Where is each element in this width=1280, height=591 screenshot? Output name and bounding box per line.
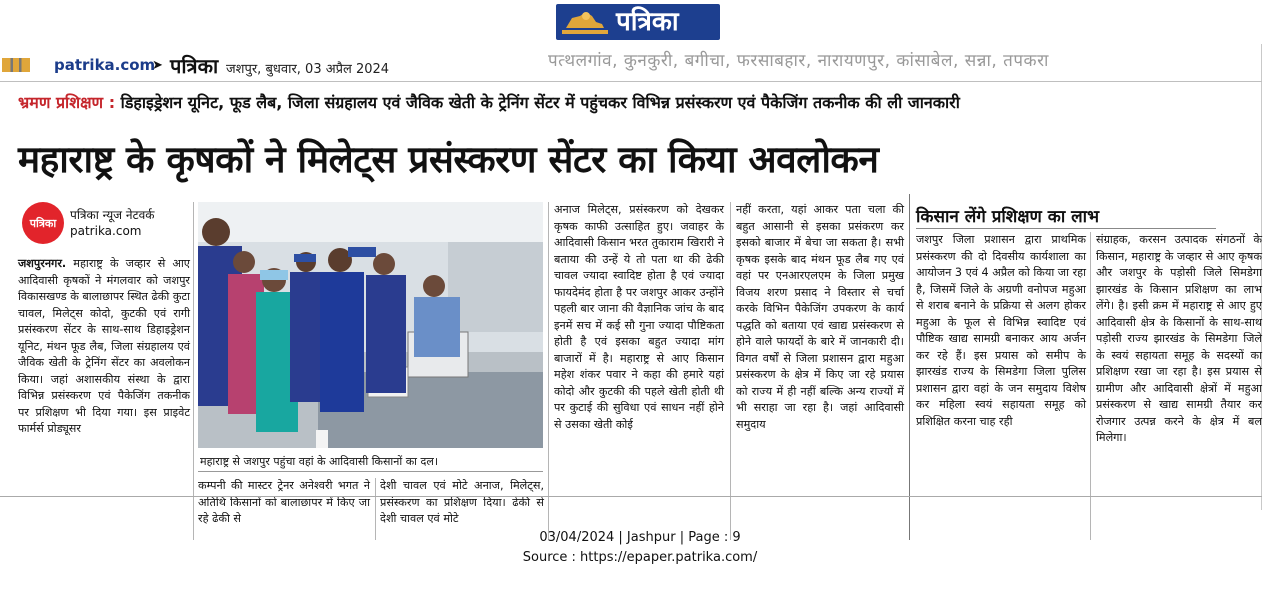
clipping-meta: 03/04/2024 | Jashpur | Page : 9 (539, 530, 741, 545)
article-column-a: अनाज मिलेट्स, प्रसंस्करण को देखकर कृषक काफी उत्साहित हुए। जवाहर के आदिवासी किसान भरत तुकाराम खिरारी ने बताया की उन्हें ये तो पता था की ढेकी चावल ज्यादा स्वादिष्ट होता है एवं ज्यादा फायदेमंद होता है पर जशपुर आकर उन्होंने पहली बार जाना की वैज्ञानिक जांच के बाद इनमें सच में कई सौ गुना ज्यादा पौष्टिकता होती है एवं इसका बहुत ज्यादा मांग बाजारों में है। महाराष्ट्र से आए किसान महेश शंकर पवार ने कहा की हमारे यहां कोदो और कुटकी की पहले खेती होती थी पर कुटाई की सुविधा एवं साधन नहीं होने से उसका खेती कोई (554, 203, 724, 431)
byline-site: patrika.com (70, 224, 142, 238)
article-column-1-text: महाराष्ट्र के जव्हार से आए आदिवासी कृषकों ने मंगलवार को जशपुर विकासखण्ड के बालाछापर स्थित ढेकी कुटा चावल, मिलेट्स कोदो, कुटकी एवं रागी प्रसंस्करण सेंटर के साथ-साथ डिहाइड्रेशन यूनिट, मंथन फूड लैब, जिला संग्रहालय एवं जैविक खेती के ट्रेनिंग सेंटर का अवलोकन किया। जहां अशासकीय संस्था के द्वारा विभिन्न प्रसंस्करण एवं पैकेजिंग तकनीक पर प्रशिक्षण भी दिया गया। इस प्राइवेट फार्मर्स प्रोड्यूसर (18, 257, 190, 435)
logo-wordmark: पत्रिका (616, 7, 679, 37)
article-dateline: जशपुरनगर. (18, 257, 67, 270)
next-article-cutoff (0, 496, 1262, 510)
masthead-site-link[interactable]: patrika.com (54, 56, 156, 74)
masthead-location-list: पत्थलगांव, कुनकुरी, बगीचा, फरसाबहार, नारायणपुर, कांसाबेल, सन्ना, तपकरा (548, 51, 1049, 71)
sidebar-divider (909, 194, 910, 540)
masthead-dateline: जशपुर, बुधवार, 03 अप्रैल 2024 (226, 62, 390, 77)
kicker-label: भ्रमण प्रशिक्षण : (18, 93, 116, 112)
sidebar-title: किसान लेंगे प्रशिक्षण का लाभ (916, 207, 1100, 227)
byline-logo: पत्रिका (22, 202, 64, 244)
column-divider (730, 202, 731, 540)
sidebar-column-b: संग्राहक, करसन उत्पादक संगठनों के किसान, महाराष्ट्र के जव्हार से आए कृषक और जशपुर के पड़ोसी जिले सिमडेगा झारखंड के किसान प्रशिक्षण का लाभ लेंगे। है। इसी क्रम में महाराष्ट्र से आए हुए आदिवासी क्षेत्र के किसानों के साथ-साथ पड़ोसी राज्य झारखंड के सिमडेगा जिले के स्वयं सहायता समूह के सदस्यों का प्रशिक्षण रखा जा रहा है। इस प्रयास से ग्रामीण और आदिवासी क्षेत्रों में महुआ प्रसंस्करण से खाद्य सामग्री तैयार कर रोजगार उत्पन्न करने के क्षेत्र में बल मिलेगा। (1096, 233, 1262, 444)
masthead (0, 44, 1262, 82)
lion-emblem-icon (562, 8, 608, 36)
article-photo (198, 202, 543, 448)
sidebar-column-a: जशपुर जिला प्रशासन द्वारा प्राथमिक प्रसंस्करण की दो दिवसीय कार्यशाला का आयोजन 3 एवं 4 अप्रैल को किया जा रहा है, जिसमें जिले के अग्रणी वनोपज महुआ से शराब बनाने के प्रक्रिया से अलग होकर महुआ के फूल से विभिन्न स्वादिष्ट एवं पौष्टिक खाद्य सामग्री बनाकर आय अर्जन कर रहे हैं। इस प्रयास को समीप के झारखंड राज्य के सिमडेगा जिला पुलिस प्रशासन द्वारा वहां के जन समुदाय विशेष कर महिला स्वयं सहायता समूह को प्रशिक्षित करना चाह रही (916, 233, 1086, 428)
column-divider (193, 202, 194, 540)
masthead-emblem-icon (2, 58, 30, 72)
kicker (18, 91, 960, 113)
article-under-photo-column-2: देशी चावल एवं मोटे अनाज, मिलेट्स, प्रसंस्करण का प्रशिक्षण दिया। ढेकी से देशी चावल एवं मोटे (380, 479, 544, 525)
headline: महाराष्ट्र के कृषकों ने मिलेट्स प्रसंस्करण सेंटर का किया अवलोकन (18, 138, 879, 181)
sidebar-rule (916, 228, 1216, 229)
photo-caption: महाराष्ट्र से जशपुर पहुंचा वहां के आदिवासी किसानों का दल। (198, 452, 543, 472)
article-column-b: नहीं करता, यहां आकर पता चला की बहुत आसानी से इसका प्रसंकरण कर इसको बाजार में बेचा जा सकता है। सभी कृषक इसके बाद मंथन फूड लैब गए एवं वहां पर एनआरएलएम के जिला प्रमुख विजय शरण प्रसाद ने विस्तार से चर्चा करके विभिन पैकेजिंग उपकरण के कार्य पद्धति को बताया एवं खाद्य प्रसंस्करण से होने वाले फायदों के बारे में जानकारी दी। विगत वर्षों से जिला प्रशासन द्वारा महुआ प्रसंस्करण के क्षेत्र में किए जा रहे प्रयास को राज्य में ही नहीं बल्कि अन्य राज्यों में भी सराहा जा रहा है। जहां आदिवासी समुदाय (736, 203, 904, 431)
farmers-group-photo (198, 202, 543, 448)
article-under-photo-column-1: कम्पनी की मास्टर ट्रेनर अनेश्वरी भगत ने अतिथि किसानों को बालाछापर में किए जा रहे ढेकी से (198, 479, 370, 525)
kicker-text: डिहाइड्रेशन यूनिट, फूड लैब, जिला संग्रहालय एवं जैविक खेती के ट्रेनिंग सेंटर में पहुंचकर विभिन्न प्रसंस्करण एवं पैकेजिंग तकनीक की ली जानकारी (120, 93, 960, 112)
byline-name: पत्रिका न्यूज नेटवर्क (70, 208, 155, 222)
patrika-logo[interactable] (556, 4, 720, 40)
clipping-source-link[interactable]: Source : https://epaper.patrika.com/ (522, 550, 758, 565)
cursor-arrow-icon: ➤ (152, 58, 163, 73)
masthead-paper-name: पत्रिका (170, 54, 219, 78)
newspaper-clipping (0, 44, 1262, 525)
column-divider (1090, 232, 1091, 540)
column-divider (548, 202, 549, 540)
